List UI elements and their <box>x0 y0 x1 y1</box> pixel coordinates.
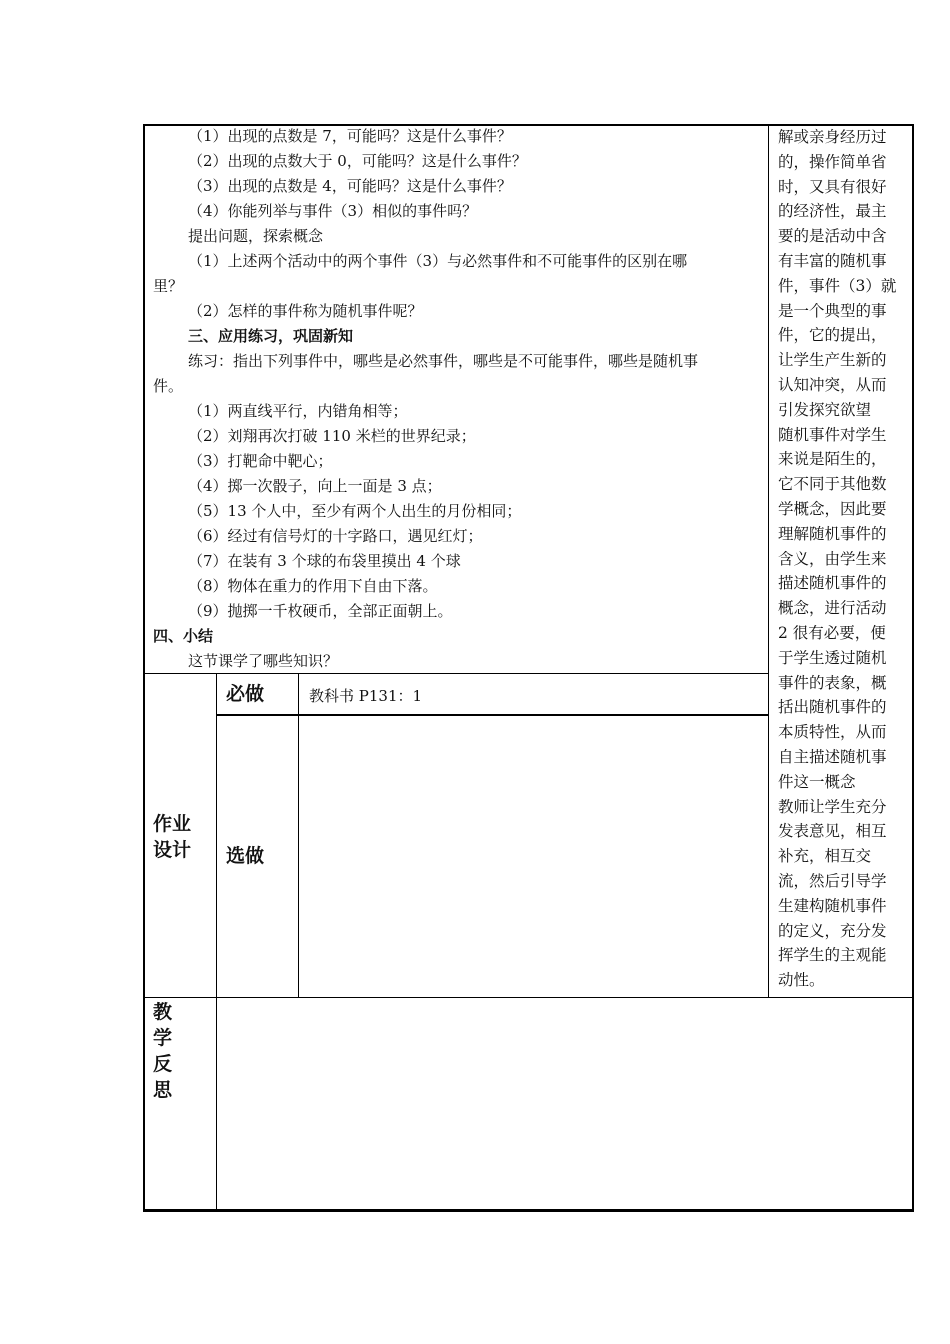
exercise-item: （7）在装有 3 个球的布袋里摸出 4 个球 <box>188 552 461 570</box>
exercise-item: （2）刘翔再次打破 110 米栏的世界纪录； <box>188 427 476 445</box>
question-line: （2）出现的点数大于 0，可能吗？这是什么事件？ <box>188 152 527 170</box>
rationale-line: 解或亲身经历过 <box>778 128 887 146</box>
reflection-label-char: 学 <box>153 1027 173 1049</box>
section-heading: 三、应用练习，巩固新知 <box>188 327 354 345</box>
exercise-intro-continued: 件。 <box>153 377 184 395</box>
reflection-label-char: 教 <box>153 1001 173 1023</box>
rationale-line: 概念，进行活动 <box>778 599 887 618</box>
homework-label-line: 设计 <box>153 839 192 861</box>
rationale-line: 件，事件（3）就 <box>778 276 897 295</box>
rationale-line: 理解随机事件的 <box>778 524 887 543</box>
question-line: （2）怎样的事件称为随机事件呢？ <box>188 302 423 320</box>
required-homework-content: 教科书 P131：1 <box>309 687 423 705</box>
rationale-line: 本质特性，从而 <box>778 723 887 742</box>
rationale-line: 于学生透过随机 <box>778 648 887 667</box>
side-column-divider <box>768 124 769 998</box>
lesson-content-cell <box>153 124 763 674</box>
design-rationale-cell <box>778 125 908 993</box>
rationale-line: 学概念，因此要 <box>778 499 887 518</box>
reflection-row-top <box>143 997 914 998</box>
table-border-left <box>143 124 145 1212</box>
exercise-item: （5）13 个人中，至少有两个人出生的月份相同； <box>188 502 522 520</box>
table-border-bottom <box>143 1209 914 1212</box>
rationale-line: 它不同于其他数 <box>778 475 887 494</box>
teaching-reflection-label <box>153 999 172 1103</box>
question-line: （1）上述两个活动中的两个事件（3）与必然事件和不可能事件的区别在哪 <box>188 252 688 270</box>
optional-label: 选做 <box>226 845 265 867</box>
homework-type-divider <box>298 673 299 998</box>
rationale-line: 认知冲突，从而 <box>778 375 887 394</box>
reflection-label-char: 思 <box>153 1079 173 1101</box>
rationale-line: 括出随机事件的 <box>778 698 887 717</box>
rationale-line: 随机事件对学生 <box>778 425 887 444</box>
rationale-line: 时，又具有很好 <box>778 177 887 196</box>
rationale-line: 挥学生的主观能 <box>778 946 887 965</box>
rationale-line: 教师让学生充分 <box>778 797 887 816</box>
rationale-line: 自主描述随机事 <box>778 747 887 766</box>
rationale-line: 事件的表象，概 <box>778 673 887 692</box>
summary-question: 这节课学了哪些知识？ <box>188 652 339 670</box>
rationale-line: 动性。 <box>778 971 825 990</box>
rationale-line: 生建构随机事件 <box>778 896 887 915</box>
exercise-item: （3）打靶命中靶心； <box>188 452 333 470</box>
rationale-line: 补充，相互交 <box>778 847 872 866</box>
question-line-continued: 里？ <box>153 277 184 295</box>
question-line: （1）出现的点数是 7，可能吗？这是什么事件？ <box>188 127 512 145</box>
rationale-line: 描述随机事件的 <box>778 574 887 593</box>
rationale-line: 的，操作简单省 <box>778 152 887 171</box>
exercise-item: （4）掷一次骰子，向上一面是 3 点； <box>188 477 442 495</box>
exercise-item: （8）物体在重力的作用下自由下落。 <box>188 577 438 595</box>
rationale-line: 流，然后引导学 <box>778 871 887 890</box>
exercise-item: （1）两直线平行，内错角相等； <box>188 402 408 420</box>
table-border-right <box>912 124 914 1212</box>
exercise-item: （6）经过有信号灯的十字路口，遇见红灯； <box>188 527 483 545</box>
rationale-line: 的定义，充分发 <box>778 921 887 940</box>
rationale-line: 有丰富的随机事 <box>778 251 887 270</box>
question-line: （3）出现的点数是 4，可能吗？这是什么事件？ <box>188 177 512 195</box>
rationale-line: 件，它的提出， <box>778 326 887 345</box>
homework-label-line: 作业 <box>153 813 192 835</box>
rationale-line: 件这一概念 <box>778 772 856 791</box>
section-heading: 四、小结 <box>153 627 214 645</box>
rationale-line: 发表意见，相互 <box>778 822 887 841</box>
rationale-line: 要的是活动中含 <box>778 227 887 246</box>
exercise-item: （9）抛掷一千枚硬币，全部正面朝上。 <box>188 602 453 620</box>
question-line: （4）你能列举与事件（3）相似的事件吗？ <box>188 202 478 220</box>
homework-design-label <box>153 811 191 863</box>
reflection-label-char: 反 <box>153 1053 173 1075</box>
rationale-line: 是一个典型的事 <box>778 301 887 320</box>
exercise-intro: 练习：指出下列事件中，哪些是必然事件，哪些是不可能事件，哪些是随机事 <box>188 352 699 370</box>
rationale-line: 2 很有必要，便 <box>778 623 886 642</box>
rationale-line: 来说是陌生的， <box>778 450 887 469</box>
section-line: 提出问题，探索概念 <box>188 227 324 245</box>
rationale-line: 含义，由学生来 <box>778 549 887 568</box>
rationale-line: 引发探究欲望 <box>778 400 872 419</box>
required-optional-divider <box>216 714 769 716</box>
homework-label-divider <box>216 673 217 998</box>
reflection-label-divider <box>216 997 217 1210</box>
rationale-line: 的经济性，最主 <box>778 202 887 221</box>
rationale-line: 让学生产生新的 <box>778 351 887 370</box>
required-label: 必做 <box>226 683 265 705</box>
